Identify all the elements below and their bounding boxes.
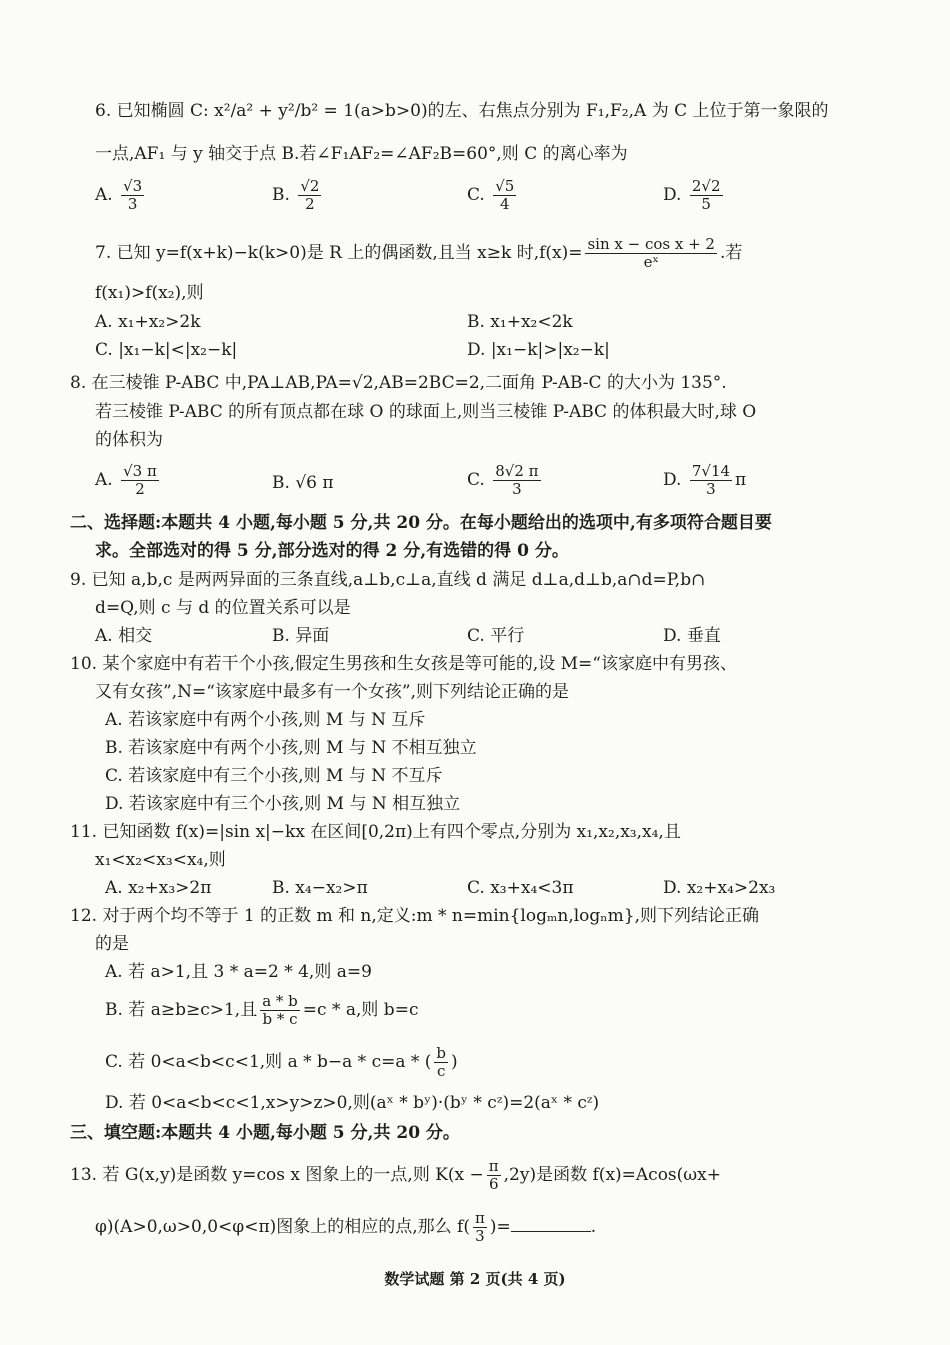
q10-option-d: D. 若该家庭中有三个小孩,则 M 与 N 相互独立 xyxy=(105,794,461,814)
q7-option-b: B. x₁+x₂<2k xyxy=(467,312,573,332)
q6-option-d: D. $\frac{2√2}{5}$ xyxy=(663,177,721,213)
q11-line2: x₁<x₂<x₃<x₄,则 xyxy=(95,850,226,870)
q13-line1: 13. 若 G(x,y)是函数 y=cos x 图象上的一点,则 K(x − $\frac{\pi}{6}$ ,2y)是函数 f(x)=Acos(ωx+ xyxy=(70,1157,721,1193)
q10-line1: 10. 某个家庭中有若干个小孩,假定生男孩和生女孩是等可能的,设 M=“该家庭中有男孩、 xyxy=(70,654,737,674)
q8-line2: 若三棱锥 P-ABC 的所有顶点都在球 O 的球面上,则当三棱锥 P-ABC 的体积最大时,球 O xyxy=(95,402,757,422)
section3-heading: 三、填空题:本题共 4 小题,每小题 5 分,共 20 分。 xyxy=(70,1123,460,1143)
q8-line1: 8. 在三棱锥 P-ABC 中,PA⊥AB,PA=√2,AB=2BC=2,二面角 P-AB-C 的大小为 135°. xyxy=(70,373,727,393)
q11-option-b: B. x₄−x₂>π xyxy=(272,878,368,898)
q11-option-c: C. x₃+x₄<3π xyxy=(467,878,574,898)
q11-option-a: A. x₂+x₃>2π xyxy=(105,878,212,898)
q8-option-d: D. $\frac{7√14}{3}$ π xyxy=(663,462,747,498)
q12-option-b: B. 若 a≥b≥c>1,且 $\frac{a * b}{b * c}$ =c * a,则 b=c xyxy=(105,992,419,1028)
q12-line2: 的是 xyxy=(95,934,129,954)
section2-heading-line2: 求。全部选对的得 5 分,部分选对的得 2 分,有选错的得 0 分。 xyxy=(95,541,569,561)
q7-option-d: D. |x₁−k|>|x₂−k| xyxy=(467,340,610,360)
q8-option-a: A. $\frac{√3 \pi}{2}$ xyxy=(95,462,157,498)
q6-line2: 一点,AF₁ 与 y 轴交于点 B.若∠F₁AF₂=∠AF₂B=60°,则 C 的离心率为 xyxy=(95,144,628,164)
q6-option-b: B. $\frac{√2}{2}$ xyxy=(272,177,320,213)
q9-option-d: D. 垂直 xyxy=(663,626,721,646)
q9-line1: 9. 已知 a,b,c 是两两异面的三条直线,a⊥b,c⊥a,直线 d 满足 d⊥a,d⊥b,a∩d=P,b∩ xyxy=(70,570,706,590)
q9-option-c: C. 平行 xyxy=(467,626,525,646)
q10-line2: 又有女孩”,N=“该家庭中最多有一个女孩”,则下列结论正确的是 xyxy=(95,682,569,702)
q7-option-c: C. |x₁−k|<|x₂−k| xyxy=(95,340,238,360)
q7-line1: 7. 已知 y=f(x+k)−k(k>0)是 R 上的偶函数,且当 x≥k 时,f(x)= $\frac{\text{sin x − cos x + 2}}{\text{eˣ}}$ .若 xyxy=(95,235,743,271)
answer-blank xyxy=(511,1215,591,1232)
q12-option-d: D. 若 0<a<b<c<1,x>y>z>0,则(aˣ * bʸ)·(bʸ * cᶻ)=2(aˣ * cᶻ) xyxy=(105,1093,600,1113)
q13-line2: φ)(A>0,ω>0,0<φ<π)图象上的相应的点,那么 f( $\frac{\pi}{3}$ )= . xyxy=(95,1209,597,1245)
q12-option-c: C. 若 0<a<b<c<1,则 a * b−a * c=a * ( $\frac{b}{c}$ ) xyxy=(105,1044,458,1080)
q7-line2: f(x₁)>f(x₂),则 xyxy=(95,283,204,303)
q9-line2: d=Q,则 c 与 d 的位置关系可以是 xyxy=(95,598,351,618)
q9-option-b: B. 异面 xyxy=(272,626,330,646)
q11-line1: 11. 已知函数 f(x)=|sin x|−kx 在区间[0,2π)上有四个零点,分别为 x₁,x₂,x₃,x₄,且 xyxy=(70,822,681,842)
q10-option-c: C. 若该家庭中有三个小孩,则 M 与 N 不互斥 xyxy=(105,766,443,786)
q6-option-c: C. $\frac{√5}{4}$ xyxy=(467,177,515,213)
q12-option-a: A. 若 a>1,且 3 * a=2 * 4,则 a=9 xyxy=(105,962,372,982)
q10-option-a: A. 若该家庭中有两个小孩,则 M 与 N 互斥 xyxy=(105,710,426,730)
q9-option-a: A. 相交 xyxy=(95,626,153,646)
q10-option-b: B. 若该家庭中有两个小孩,则 M 与 N 不相互独立 xyxy=(105,738,477,758)
page-footer: 数学试题 第 2 页(共 4 页) xyxy=(384,1270,566,1288)
q8-line3: 的体积为 xyxy=(95,430,163,450)
section2-heading-line1: 二、选择题:本题共 4 小题,每小题 5 分,共 20 分。在每小题给出的选项中,有多项符合题目要 xyxy=(70,513,772,533)
q6-line1: 6. 已知椭圆 C: x²/a² + y²/b² = 1(a>b>0)的左、右焦点分别为 F₁,F₂,A 为 C 上位于第一象限的 xyxy=(95,101,829,121)
q7-option-a: A. x₁+x₂>2k xyxy=(95,312,201,332)
q6-option-a: A. $\frac{√3}{3}$ xyxy=(95,177,143,213)
q12-line1: 12. 对于两个均不等于 1 的正数 m 和 n,定义:m * n=min{logₘn,logₙm},则下列结论正确 xyxy=(70,906,759,926)
q8-option-c: C. $\frac{8√2 \pi}{3}$ xyxy=(467,462,539,498)
q8-option-b: B. √6 π xyxy=(272,473,334,493)
q11-option-d: D. x₂+x₄>2x₃ xyxy=(663,878,776,898)
